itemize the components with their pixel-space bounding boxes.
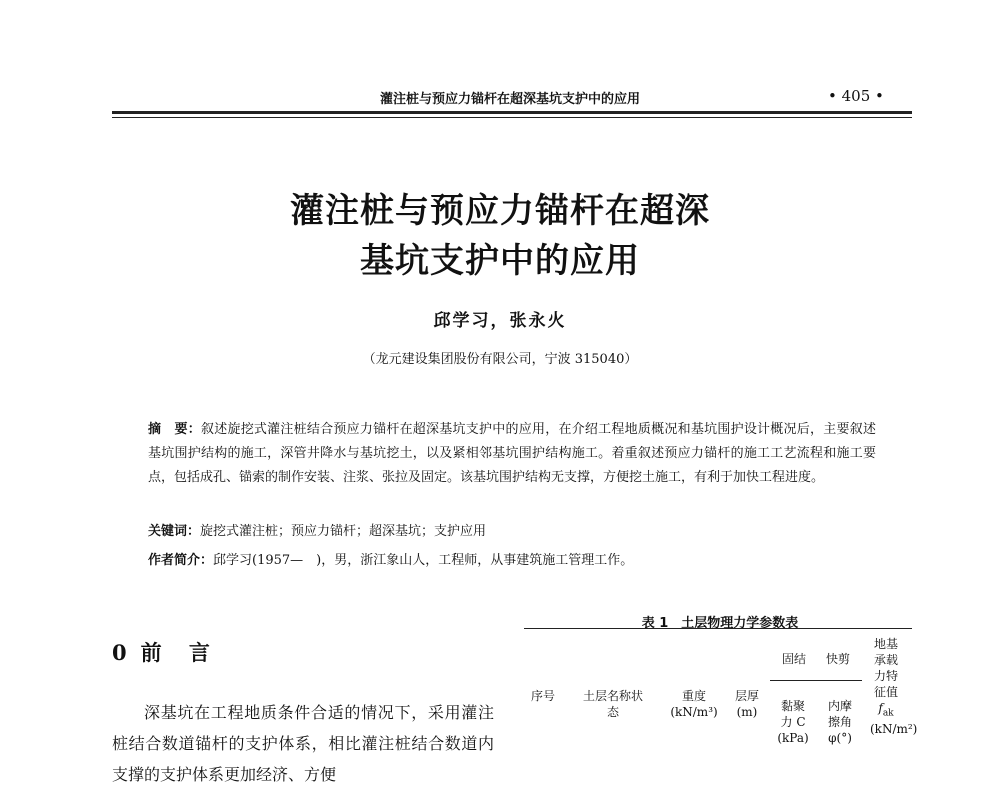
page-number: • 405 • (828, 87, 884, 105)
col-header-cohesion (770, 698, 816, 746)
col-header-seq: 序号 (531, 689, 556, 703)
keywords-text: 旋挖式灌注桩；预应力锚杆；超深基坑；支护应用 (200, 524, 487, 539)
col-header-friction (818, 698, 862, 746)
thickness-unit: (m) (736, 705, 758, 719)
density-label: 重度 (681, 689, 706, 703)
running-title: 灌注桩与预应力锚杆在超深基坑支护中的应用 (379, 92, 640, 107)
header-rule-thick (112, 111, 912, 114)
group-subrule (770, 680, 862, 681)
col-header-thickness (728, 688, 766, 720)
bearing-symbol-f: f (878, 701, 883, 715)
section-heading (112, 637, 220, 667)
section-number: 0 (112, 640, 127, 665)
bearing-unit: (kN/m²) (870, 722, 918, 737)
col-group-header (770, 651, 862, 667)
density-unit: (kN/m³) (670, 705, 718, 719)
group-quick-shear: 快剪 (825, 652, 850, 666)
cohesion-unit: (kPa) (777, 731, 809, 745)
keywords (148, 520, 876, 544)
title-line-2: 基坑支护中的应用 (360, 241, 640, 281)
table-caption: 表 1 土层物理力学参数表 (641, 616, 799, 631)
col-header-density (660, 688, 728, 720)
bearing-symbol (866, 700, 906, 721)
authors: 邱学习，张永火 (433, 311, 567, 331)
cohesion-label: 黏聚力 C (780, 699, 806, 729)
bearing-label: 地基承载力特征值 (873, 637, 898, 699)
abstract-text: 叙述旋挖式灌注桩结合预应力锚杆在超深基坑支护中的应用，在介绍工程地质概况和基坑围护设计概况后，主要叙述基坑围护结构的施工，深管井降水与基坑挖土，以及紧相邻基坑围护结构施工。着重叙述预应力锚杆的施工工艺流程和施工要点，包括成孔、锚索的制作安装、注浆、张拉及固定。该基坑围护结构无支撑，方便挖土施工，有利于加快工程进度。 (148, 422, 876, 485)
article-title (180, 186, 820, 286)
friction-unit: φ(°) (828, 731, 852, 745)
body-paragraph: 深基坑在工程地质条件合适的情况下，采用灌注桩结合数道锚杆的支护体系，相比灌注桩结合数道内支撑的支护体系更加经济、方便 (112, 703, 494, 784)
author-bio-label: 作者简介： (148, 553, 214, 568)
col-header-bearing (866, 636, 918, 760)
section-title: 前 言 (140, 640, 220, 665)
table-top-rule (524, 628, 912, 629)
author-bio-text: 邱学习(1957— )，男，浙江象山人，工程师，从事建筑施工管理工作。 (213, 553, 634, 568)
friction-label: 内摩擦角 (827, 699, 852, 729)
title-line-1: 灌注桩与预应力锚杆在超深 (290, 191, 710, 231)
group-consolidated: 固结 (781, 652, 806, 666)
thickness-label: 层厚 (734, 689, 759, 703)
affiliation: （龙元建设集团股份有限公司，宁波 315040） (362, 352, 638, 367)
col-header-name: 土层名称状态 (582, 689, 643, 719)
abstract-label: 摘 要： (148, 422, 201, 437)
keywords-label: 关键词： (148, 524, 201, 539)
author-bio (148, 549, 876, 573)
abstract (148, 418, 876, 490)
bearing-symbol-sub: ak (882, 708, 894, 719)
header-rule-thin (112, 117, 912, 118)
